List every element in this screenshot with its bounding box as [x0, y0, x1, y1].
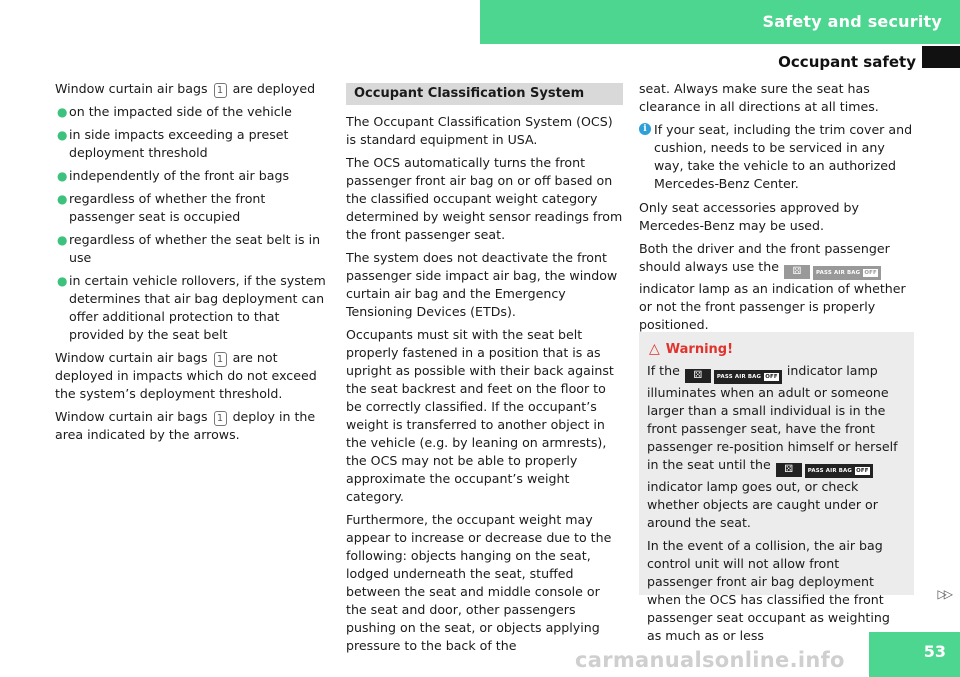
pass-air-bag-off-indicator-icon: ⚄ PASS AIR BAG OFF: [685, 365, 782, 384]
bullet-icon: ●: [57, 128, 68, 142]
page-number: 53: [923, 642, 946, 661]
paragraph: Occupants must sit with the seat belt properly fastened in a position that is as upright as possible with their back against the seat backrest and feet on the floor to be correctly classified. If the occupant’s weight is transferred to another object in the vehicle (e.g. by leaning on armrests), the OCS may not be able to properly approximate the occupant’s weight category.: [346, 327, 614, 504]
curtain-intro: Window curtain air bags 1 are deployed: [55, 81, 316, 96]
bullet-item: ● in certain vehicle rollovers, if the system determines that air bag deployment can offer additional protection to that provided by the seat belt: [57, 273, 326, 342]
paragraph: Furthermore, the occupant weight may appear to increase or decrease due to the following: objects hanging on the seat, lodged underneath the seat, stuffed between the seat and middle console or the seat and door, other passengers pushing on the seat, or objects applying pressure to the back of the: [346, 512, 612, 653]
info-icon: i: [639, 123, 651, 135]
bullet-item: ● on the impacted side of the vehicle: [57, 104, 292, 119]
bullet-item: ● regardless of whether the front passenger seat is occupied: [57, 191, 266, 224]
watermark: carmanualsonline.info: [575, 648, 845, 672]
warning-triangle-icon: △: [649, 341, 660, 357]
warning-paragraph: In the event of a collision, the air bag control unit will not allow front passenger front air bag deployment when the OCS has classified the front passenger seat occupant as weighting as much as or less: [647, 538, 890, 643]
bullet-item: ● in side impacts exceeding a preset deployment threshold: [57, 127, 289, 160]
subsection-title: Occupant safety: [778, 53, 916, 71]
paragraph: seat. Always make sure the seat has clearance in all directions at all times.: [639, 81, 879, 114]
pass-air-bag-off-indicator-icon: ⚄ PASS AIR BAG OFF: [784, 261, 881, 280]
bullet-icon: ●: [57, 233, 68, 247]
bullet-item: ● regardless of whether the seat belt is in use: [57, 232, 321, 265]
section-title: Safety and security: [762, 12, 942, 31]
paragraph: Both the driver and the front passenger should always use the ⚄ PASS AIR BAG OFF indicator lamp as an indication of whether or not the front passenger is properly positioned.: [639, 241, 906, 332]
paragraph: The system does not deactivate the front passenger side impact air bag, the window curtain air bag and the Emergency Tensioning Devices (ETDs).: [346, 250, 618, 319]
warning-paragraph: If the ⚄ PASS AIR BAG OFF indicator lamp illuminates when an adult or someone larger than a small individual is in the front passenger seat, have the front passenger re-position himself or herself in the seat until the ⚄ PASS AIR BAG OFF indicator lamp goes out, or check whether objects are caught under or around the seat.: [647, 363, 898, 530]
ocs-heading: Occupant Classification System: [346, 83, 623, 105]
page-number-box: [869, 632, 960, 677]
curtain-not-deployed: Window curtain air bags 1 are not deployed in impacts which do not exceed the system’s deployment threshold.: [55, 350, 317, 401]
bullet-icon: ●: [57, 192, 68, 206]
curtain-deploy-area: Window curtain air bags 1 deploy in the area indicated by the arrows.: [55, 409, 316, 442]
continue-arrows-icon: ▷▷: [937, 587, 950, 601]
bullet-icon: ●: [57, 105, 68, 119]
column-3: [639, 80, 914, 339]
warning-title: △ Warning!: [649, 341, 734, 357]
column-1: [55, 80, 331, 449]
column-2: [346, 83, 623, 660]
paragraph: The OCS automatically turns the front passenger front air bag on or off based on the classified occupant weight category determined by weight sensor readings from the front passenger seat.: [346, 155, 623, 242]
bullet-item: ● independently of the front air bags: [57, 168, 290, 183]
paragraph: Only seat accessories approved by Mercedes-Benz may be used.: [639, 200, 859, 233]
warning-box: [639, 332, 914, 643]
header-band: [480, 0, 960, 44]
thumb-tab-marker: [922, 46, 960, 68]
bullet-icon: ●: [57, 274, 68, 288]
info-note: i If your seat, including the trim cover and cushion, needs to be serviced in any way, take the vehicle to an authorized Mercedes-Benz Center.: [639, 121, 914, 193]
pass-air-bag-off-indicator-icon: ⚄ PASS AIR BAG OFF: [776, 459, 873, 478]
callout-number: 1: [214, 83, 227, 98]
paragraph: The Occupant Classification System (OCS) is standard equipment in USA.: [346, 114, 613, 147]
callout-number: 1: [214, 411, 227, 426]
bullet-icon: ●: [57, 169, 68, 183]
callout-number: 1: [214, 352, 227, 367]
